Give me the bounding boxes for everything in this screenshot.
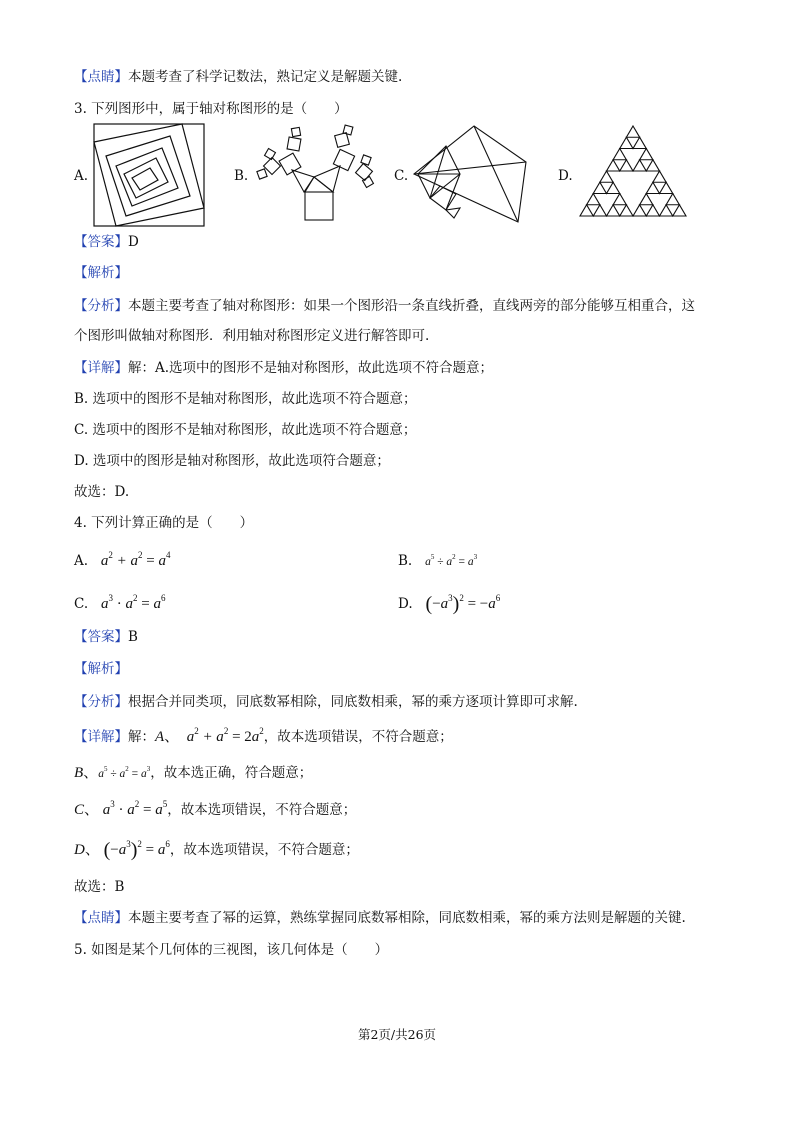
q3-option-c-label: C.	[394, 168, 409, 184]
q4-option-d	[398, 594, 500, 614]
detail-4-a-text: ，故本选项错误，不符合题意；	[263, 729, 453, 745]
analysis-tag: 【分析】	[74, 298, 128, 314]
analysis-heading-3: 【解析】	[74, 265, 128, 281]
q3-figure-a	[92, 122, 206, 228]
detail-4-d-text: ，故本选项错误，不符合题意；	[169, 842, 359, 858]
q3-option-b-label: B.	[234, 168, 249, 184]
analysis-text: 本题主要考查了轴对称图形：如果一个图形沿一条直线折叠，直线两旁的部分能够互相重合，这	[128, 298, 695, 314]
answer-value: D	[128, 234, 139, 250]
detail-3-c: C. 选项中的图形不是轴对称图形，故此选项不符合题意；	[74, 422, 417, 438]
choice-3: 故选：D.	[74, 484, 130, 500]
detail-4-b-formula: $a^5 \div a^2 = a^3$	[98, 765, 151, 780]
choice-4: 故选：B	[74, 879, 125, 895]
detail-4-b-text: ，故本选正确，符合题意；	[150, 765, 313, 781]
detail-4-c	[74, 800, 356, 820]
detail-3	[74, 358, 493, 378]
q4-option-c-formula: $a^3 \cdot a^2 = a^6$	[101, 593, 166, 612]
q4-option-c	[74, 594, 165, 614]
detail-4-b	[74, 763, 312, 784]
answer-3	[74, 232, 139, 252]
detail-3-d: D. 选项中的图形是轴对称图形，故此选项符合题意；	[74, 453, 390, 469]
remark-tag: 【点睛】	[74, 910, 128, 926]
analysis-heading-4: 【解析】	[74, 661, 128, 677]
detail-4-c-formula: C、 $a^3 \cdot a^2 = a^5$	[74, 799, 168, 818]
detail-4-a	[74, 727, 453, 747]
q4-option-d-formula: $(-a^3)^2 = -a^6$	[425, 593, 501, 615]
q4-option-b-label: B.	[398, 553, 413, 569]
remark-text: 本题考查了科学记数法，熟记定义是解题关键.	[128, 69, 403, 85]
q3-figure-b	[252, 122, 376, 224]
q3-figure-d	[578, 124, 688, 218]
remark-text: 本题主要考查了幂的运算，熟练掌握同底数幂相除，同底数相乘，幂的乘方法则是解题的关键.	[128, 910, 686, 926]
detail-4-b-label: B、	[74, 765, 99, 781]
remark-line	[74, 67, 402, 87]
answer-4	[74, 627, 138, 647]
q3-figure-c	[412, 122, 528, 224]
q4-option-a-formula: $a^2 + a^2 = a^4$	[100, 550, 171, 569]
question-4: 4. 下列计算正确的是（ ）	[74, 515, 254, 531]
detail-tag: 【详解】	[74, 729, 128, 745]
question-5: 5. 如图是某个几何体的三视图，该几何体是（ ）	[74, 942, 389, 958]
q4-option-a	[74, 551, 171, 571]
detail-4-a-formula: A、 $a^2 + a^2 = 2a^2$	[155, 726, 264, 745]
detail-4-c-text: ，故本选项错误，不符合题意；	[167, 802, 357, 818]
detail-4-d-formula: D、 $(-a^3)^2 = a^6$	[74, 839, 170, 861]
q4-option-b	[398, 551, 477, 572]
q4-option-a-label: A.	[74, 553, 89, 569]
analysis-text: 根据合并同类项，同底数幂相除，同底数相乘，幂的乘方逐项计算即可求解.	[128, 694, 578, 710]
detail-tag: 【详解】	[74, 360, 128, 376]
q4-option-c-label: C.	[74, 596, 89, 612]
remark-tag: 【点睛】	[74, 69, 128, 85]
analysis-3-line1	[74, 296, 695, 316]
answer-tag: 【答案】	[74, 629, 128, 645]
detail-4-d	[74, 840, 359, 860]
q3-option-d-label: D.	[558, 168, 573, 184]
answer-value: B	[128, 629, 138, 645]
q4-option-d-label: D.	[398, 596, 413, 612]
analysis-4	[74, 692, 578, 712]
detail-text: 解：A.选项中的图形不是轴对称图形，故此选项不符合题意；	[128, 360, 494, 376]
q3-option-a-label: A.	[74, 168, 89, 184]
analysis-tag: 【分析】	[74, 694, 128, 710]
detail-3-b: B. 选项中的图形不是轴对称图形，故此选项不符合题意；	[74, 391, 417, 407]
question-3: 3. 下列图形中，属于轴对称图形的是（ ）	[74, 101, 348, 117]
answer-tag: 【答案】	[74, 234, 128, 250]
q4-option-b-formula: $a^5 \div a^2 = a^3$	[425, 553, 478, 568]
detail-prefix: 解：	[128, 729, 155, 745]
analysis-3-line2: 个图形叫做轴对称图形．利用轴对称图形定义进行解答即可.	[74, 328, 430, 344]
page-footer: 第2页/共26页	[357, 1027, 437, 1042]
remark-4	[74, 908, 686, 928]
